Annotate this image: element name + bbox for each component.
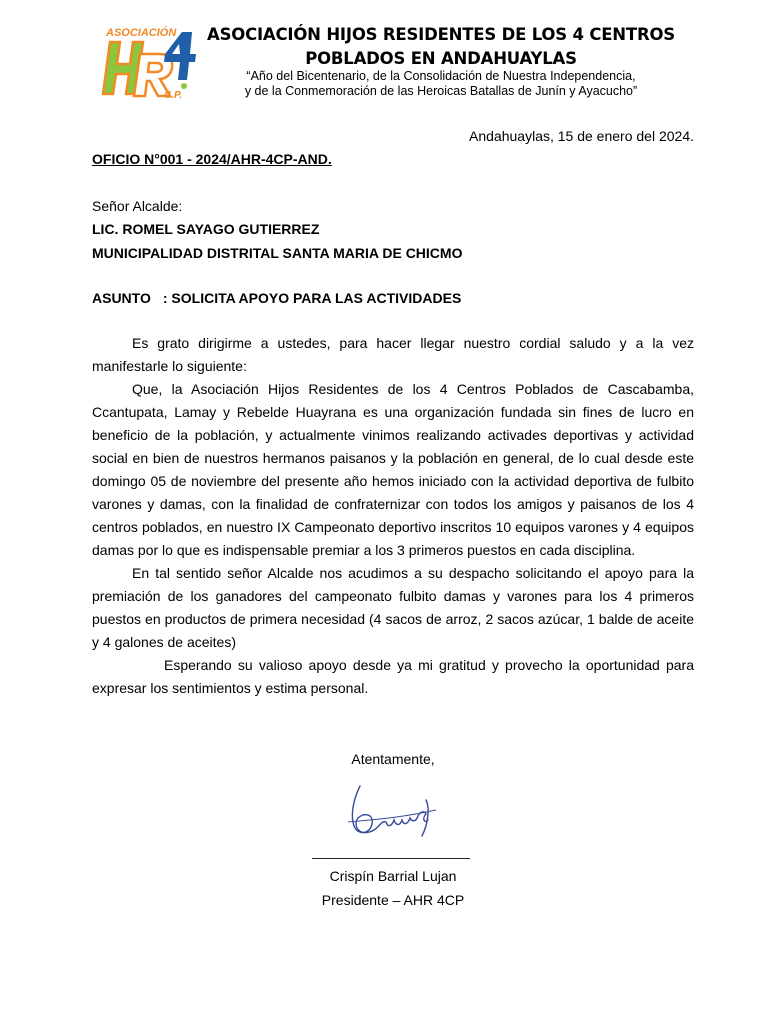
signature-line [312, 858, 470, 859]
signer-title: Presidente – AHR 4CP [321, 892, 465, 908]
document-reference: OFICIO N°001 - 2024/AHR-4CP-AND. [92, 151, 332, 167]
letter-date: Andahuaylas, 15 de enero del 2024. [469, 128, 694, 144]
logo-text-top: ASOCIACIÓN [106, 27, 177, 39]
organization-title-line2: POBLADOS EN ANDAHUAYLAS [305, 49, 577, 68]
subject-text: : SOLICITA APOYO PARA LAS ACTIVIDADES [162, 290, 462, 306]
handwritten-signature [340, 780, 440, 842]
logo-text-bottom: C.P. [164, 90, 183, 100]
year-motto [206, 69, 676, 99]
year-motto-line1: “Año del Bicentenario, de la Consolidación de Nuestra Independencia, [246, 69, 636, 83]
closing-phrase: Atentamente, [351, 751, 435, 767]
recipient-name: LIC. ROMEL SAYAGO GUTIERREZ [92, 221, 320, 237]
letter-body [92, 332, 694, 700]
subject-label: ASUNTO [92, 290, 151, 306]
year-motto-line2: y de la Conmemoración de las Heroicas Batallas de Junín y Ayacucho” [244, 84, 638, 98]
organization-title-line1: ASOCIACIÓN HIJOS RESIDENTES DE LOS 4 CENTROS [207, 25, 675, 44]
paragraph-request: En tal sentido señor Alcalde nos acudimos a su despacho solicitando el apoyo para la premiación de los ganadores del campeonato fulbito damas y varones para los 4 primeros puestos en productos de primera necesidad (4 sacos de arroz, 2 sacos azúcar, 1 balde de aceite y 4 galones de aceites) [92, 565, 694, 650]
organization-title [206, 23, 676, 71]
recipient-organization: MUNICIPALIDAD DISTRITAL SANTA MARIA DE CHICMO [92, 245, 463, 261]
paragraph-greeting: Es grato dirigirme a ustedes, para hacer llegar nuestro cordial saludo y a la vez manifestarle lo siguiente: [92, 335, 694, 374]
subject-line [92, 287, 461, 310]
paragraph-introduction: Que, la Asociación Hijos Residentes de los 4 Centros Poblados de Cascabamba, Ccantupata, Lamay y Rebelde Huayrana es una organización fundada sin fines de lucro en beneficio de la población, y actualmente vinimos realizando activades deportivas y actividad social en bien de nuestros hermanos paisanos y la población en general, de lo cual desde este domingo 05 de noviembre del presente año hemos iniciado con la actividad deportiva de fulbito varones y damas, con la finalidad de confraternizar con todos los amigos y paisanos de los 4 centros poblados, en nuestro IX Campeonato deportivo inscritos 10 equipos varones y 4 equipos damas por lo que es indispensable premiar a los 3 primeros puestos en cada disciplina. [92, 381, 694, 558]
salutation: Señor Alcalde: [92, 198, 183, 214]
signer-name: Crispín Barrial Lujan [329, 868, 457, 884]
signer-block [290, 864, 496, 912]
association-logo [100, 24, 208, 100]
paragraph-farewell: Esperando su valioso apoyo desde ya mi gratitud y provecho la oportunidad para expresar los sentimientos y estima personal. [92, 657, 694, 696]
